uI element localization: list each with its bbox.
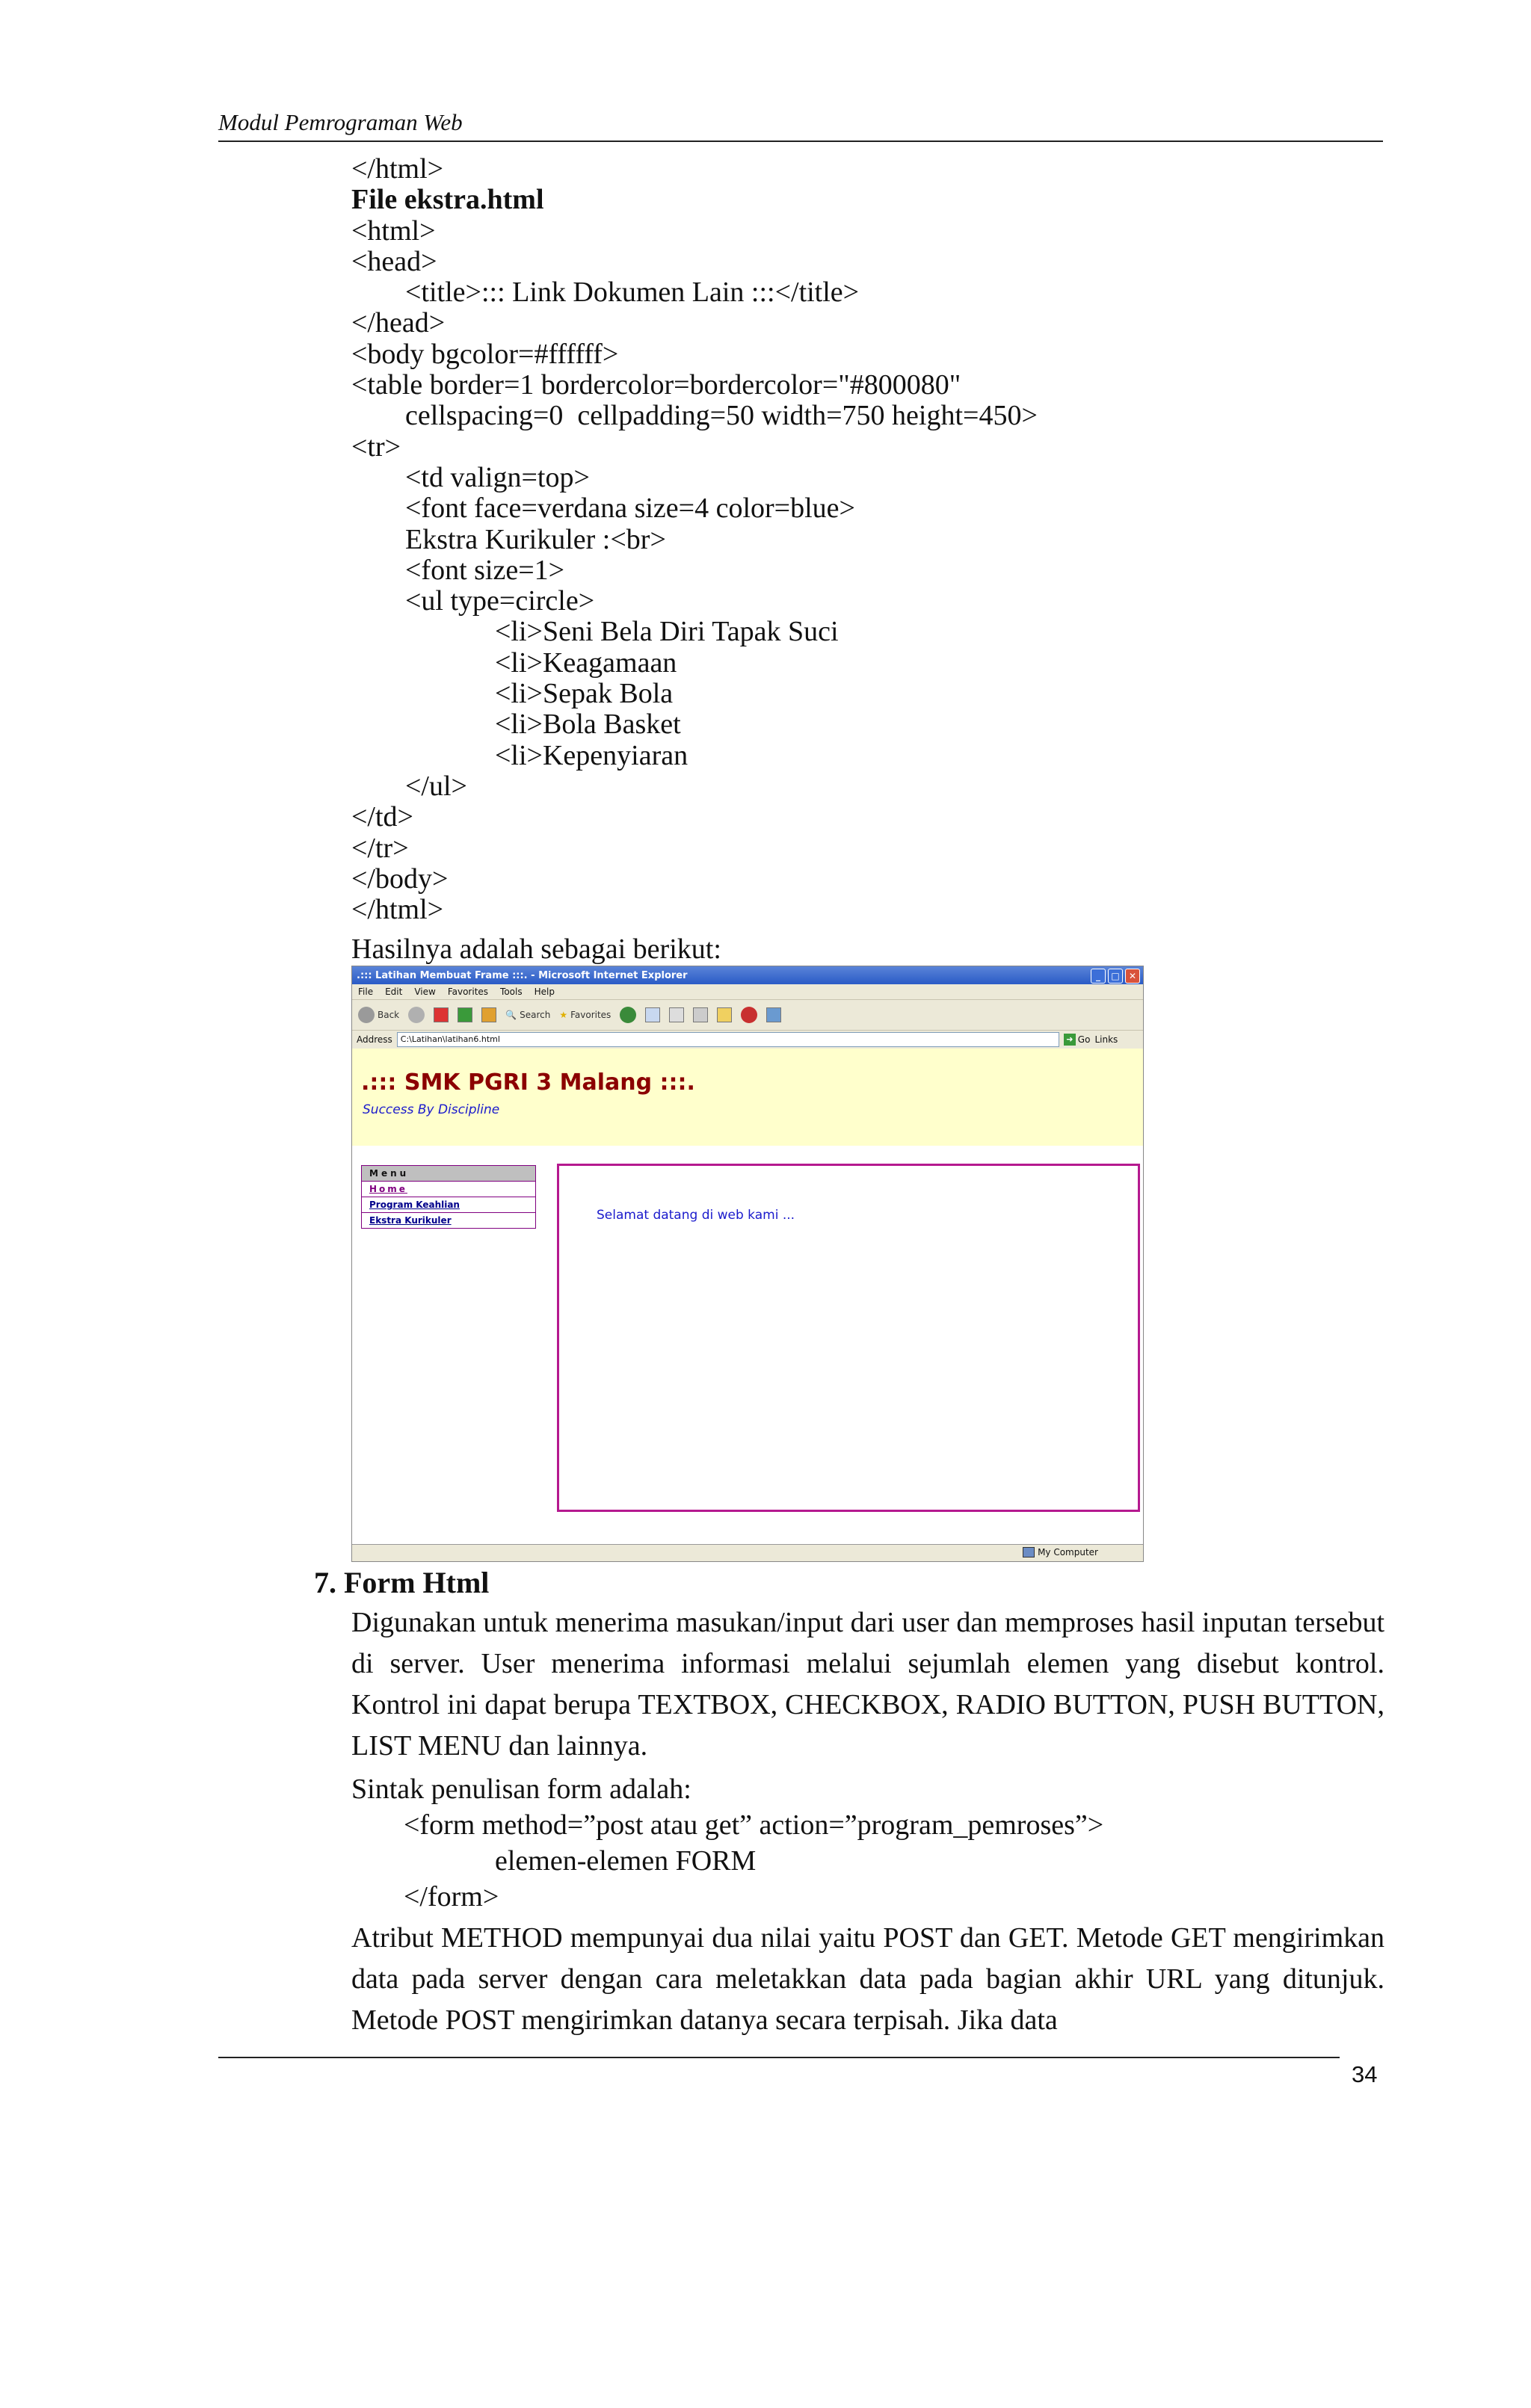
ie-toolbar — [352, 1000, 1143, 1031]
welcome-text: Selamat datang di web kami ... — [597, 1208, 795, 1223]
header-rule — [218, 141, 1383, 142]
ie-address-bar — [352, 1031, 1143, 1049]
code-line: File ekstra.html — [351, 184, 544, 216]
syntax-line-1: <form method=”post atau get” action=”program_pemroses”> — [404, 1809, 1104, 1841]
media-icon — [620, 1007, 636, 1023]
code-line: Ekstra Kurikuler :<br> — [405, 523, 666, 555]
code-line: </html> — [351, 894, 444, 926]
code-line: <li>Seni Bela Diri Tapak Suci — [495, 616, 839, 648]
status-zone-label: My Computer — [1038, 1547, 1098, 1558]
menu-link-home[interactable]: Home — [361, 1182, 536, 1197]
search-icon: 🔍 — [505, 1010, 517, 1020]
minimize-icon[interactable]: _ — [1091, 969, 1106, 984]
code-line: <table border=1 bordercolor=bordercolor="#800080" — [351, 369, 961, 401]
messenger-button[interactable] — [741, 1007, 757, 1023]
syntax-line-3: </form> — [404, 1881, 499, 1912]
code-line: </body> — [351, 862, 449, 895]
syntax-label: Sintak penulisan form adalah: — [351, 1773, 691, 1805]
edit-button[interactable] — [693, 1007, 708, 1022]
maximize-icon[interactable]: □ — [1108, 969, 1123, 984]
home-icon — [481, 1007, 496, 1022]
menu-link-ekstra-kurikuler[interactable]: Ekstra Kurikuler — [361, 1213, 536, 1229]
code-line: <body bgcolor=#ffffff> — [351, 338, 619, 370]
section-paragraph-1: Digunakan untuk menerima masukan/input dari user dan memproses hasil inputan tersebut di server. User menerima informasi melalui sejumlah elemen yang disebut kontrol. Kontrol ini dapat berupa TEXTBOX, CHECKBOX, RADIO BUTTON, PUSH BUTTON, LIST MENU dan lainnya. — [351, 1607, 1384, 1762]
footer-rule — [218, 2057, 1340, 2058]
menu-help[interactable]: Help — [534, 987, 555, 997]
code-line: </head> — [351, 307, 446, 339]
code-line: <title>::: Link Dokumen Lain :::</title> — [405, 277, 860, 309]
stop-icon — [434, 1007, 449, 1022]
code-line: <li>Keagamaan — [495, 646, 677, 679]
browser-screenshot — [351, 966, 1144, 1562]
code-line: <font face=verdana size=4 color=blue> — [405, 493, 855, 525]
go-label: Go — [1077, 1034, 1091, 1045]
menu-tools[interactable]: Tools — [500, 987, 523, 997]
mail-button[interactable] — [645, 1007, 660, 1022]
code-line: <ul type=circle> — [405, 585, 595, 617]
favorites-button[interactable] — [559, 1010, 611, 1020]
page-header-title: Modul Pemrograman Web — [218, 109, 463, 135]
ie-window-title: .::: Latihan Membuat Frame :::. - Microsoft Internet Explorer — [357, 969, 688, 981]
site-name: .::: SMK PGRI 3 Malang :::. — [361, 1069, 695, 1096]
address-input[interactable]: C:\Latihan\latihan6.html — [397, 1032, 1059, 1047]
section-title: 7. Form Html — [314, 1566, 490, 1599]
forward-arrow-icon — [408, 1007, 425, 1023]
tools-icon — [766, 1007, 781, 1022]
status-zone — [1023, 1547, 1098, 1558]
code-line: </td> — [351, 801, 413, 833]
site-menu — [361, 1165, 536, 1229]
code-line: <li>Bola Basket — [495, 708, 681, 741]
back-label: Back — [378, 1010, 400, 1020]
code-line: <td valign=top> — [405, 461, 590, 493]
code-line: <li>Kepenyiaran — [495, 739, 689, 771]
page-number: 34 — [1352, 2061, 1378, 2087]
code-line: cellspacing=0 cellpadding=50 width=750 height=450> — [405, 400, 1038, 432]
section-paragraph-2: Atribut METHOD mempunyai dua nilai yaitu POST dan GET. Metode GET mengirimkan data pada server dengan cara meletakkan data pada bagian akhir URL yang ditunjuk. Metode POST mengirimkan datanya secara terpisah. Jika data — [351, 1922, 1384, 2036]
ie-status-bar — [352, 1544, 1143, 1561]
screenshot-caption: Hasilnya adalah sebagai berikut: — [351, 933, 721, 965]
stop-button[interactable] — [434, 1007, 449, 1022]
computer-icon — [1023, 1547, 1035, 1558]
content-frame — [557, 1164, 1140, 1512]
menu-view[interactable]: View — [414, 987, 436, 997]
code-line: <tr> — [351, 430, 401, 463]
ie-menu-bar — [352, 984, 1143, 1000]
site-tagline: Success By Discipline — [363, 1102, 500, 1117]
ie-title-bar — [352, 966, 1143, 984]
code-line: </ul> — [405, 770, 467, 802]
print-button[interactable] — [669, 1007, 684, 1022]
address-label: Address — [357, 1034, 392, 1045]
folder-icon — [717, 1007, 732, 1022]
code-line: <head> — [351, 245, 437, 277]
site-header — [352, 1049, 1143, 1146]
close-icon[interactable]: ✕ — [1125, 969, 1140, 984]
code-line: <html> — [351, 214, 436, 247]
refresh-button[interactable] — [458, 1007, 472, 1022]
folder-button[interactable] — [717, 1007, 732, 1022]
code-listing — [351, 154, 1038, 925]
code-line: <font size=1> — [405, 554, 565, 586]
window-controls — [1091, 969, 1140, 984]
media-button[interactable] — [620, 1007, 636, 1023]
syntax-line-2: elemen-elemen FORM — [495, 1845, 757, 1877]
links-label[interactable]: Links — [1094, 1034, 1118, 1045]
favorites-label: Favorites — [570, 1010, 612, 1020]
go-arrow-icon: ➜ — [1064, 1034, 1076, 1046]
menu-link-program-keahlian[interactable]: Program Keahlian — [361, 1197, 536, 1213]
edit-icon — [693, 1007, 708, 1022]
site-menu-header: Menu — [361, 1165, 536, 1182]
print-icon — [669, 1007, 684, 1022]
code-line: <li>Sepak Bola — [495, 678, 674, 710]
go-button[interactable] — [1064, 1034, 1091, 1046]
messenger-icon — [741, 1007, 757, 1023]
search-label: Search — [520, 1010, 551, 1020]
menu-favorites[interactable]: Favorites — [447, 987, 489, 997]
home-button[interactable] — [481, 1007, 496, 1022]
back-button[interactable] — [358, 1007, 399, 1023]
menu-file[interactable]: File — [358, 987, 374, 997]
search-button[interactable] — [505, 1010, 550, 1020]
mail-icon — [645, 1007, 660, 1022]
refresh-icon — [458, 1007, 472, 1022]
tools-button[interactable] — [766, 1007, 781, 1022]
forward-button[interactable] — [408, 1007, 425, 1023]
menu-edit[interactable]: Edit — [385, 987, 403, 997]
star-icon: ★ — [559, 1010, 568, 1020]
back-arrow-icon — [358, 1007, 375, 1023]
code-line: </tr> — [351, 832, 409, 864]
code-line: </html> — [351, 153, 444, 185]
